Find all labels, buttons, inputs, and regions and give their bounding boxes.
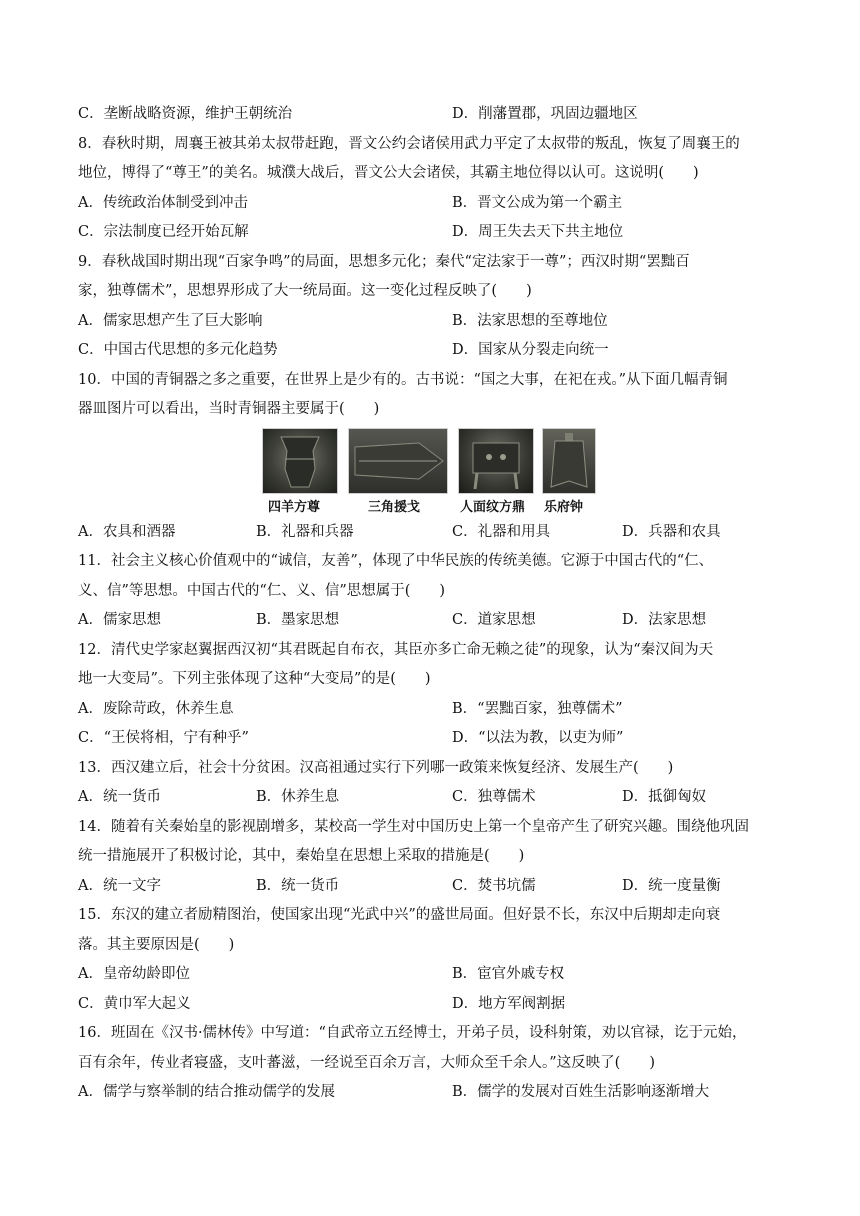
q15-option-c: C．黄巾军大起义 (78, 996, 191, 1012)
q9-option-b: B．法家思想的至尊地位 (452, 313, 608, 329)
question-16-text: 16．班固在《汉书·儒林传》中写道：“自武帝立五经博士，开弟子员，设科射策，劝以官禄，讫于元始， (78, 1025, 747, 1041)
q11-option-d: D．法家思想 (622, 612, 707, 628)
q16-option-a: A．儒学与察举制的结合推动儒学的发展 (78, 1084, 335, 1100)
question-14-text: 14．随着有关秦始皇的影视剧增多，某校高一学生对中国历史上第一个皇帝产生了研究兴趣。围绕他巩固 (78, 819, 749, 835)
question-9-text: 9．春秋战国时期出现“百家争鸣”的局面，思想多元化；秦代“定法家于一尊”；西汉时期“罢黜百 (78, 254, 690, 270)
q11-option-c: C．道家思想 (452, 612, 536, 628)
q10-option-c: C．礼器和用具 (452, 524, 551, 540)
q10-option-d: D．兵器和农具 (622, 524, 721, 540)
bronze-images (262, 428, 594, 516)
q15-option-a: A．皇帝幼龄即位 (78, 966, 190, 982)
question-10-text: 10．中国的青铜器之多之重要，在世界上是少有的。古书说：“国之大事，在祀在戎。”从下面几幅青铜 (78, 372, 728, 388)
q9-option-a: A．儒家思想产生了巨大影响 (78, 313, 263, 329)
q9-option-d: D．国家从分裂走向统一 (452, 342, 609, 358)
question-15-text-cont: 落。其主要原因是( ) (78, 937, 235, 953)
q14-option-d: D．统一度量衡 (622, 878, 721, 894)
yuefu-bell-label: 乐府钟 (544, 500, 584, 515)
q10-option-b: B．礼器和兵器 (256, 524, 354, 540)
q14-option-a: A．统一文字 (78, 878, 161, 894)
q12-option-d: D．“以法为教，以吏为师” (452, 730, 624, 746)
four-ram-zun-label: 四羊方尊 (268, 500, 321, 515)
q10-option-a: A．农具和酒器 (78, 524, 176, 540)
question-10-text-cont: 器皿图片可以看出，当时青铜器主要属于( ) (78, 401, 380, 417)
question-8-text: 8．春秋时期，周襄王被其弟太叔带赶跑，晋文公约会诸侯用武力平定了太叔带的叛乱，恢复了周襄王的 (78, 136, 740, 152)
triangle-dagger-axe-label: 三角援戈 (368, 500, 421, 515)
question-14-text-cont: 统一措施展开了积极讨论，其中，秦始皇在思想上采取的措施是( ) (78, 848, 525, 864)
q13-option-c: C．独尊儒术 (452, 789, 536, 805)
question-15-text: 15．东汉的建立者励精图治，使国家出现“光武中兴”的盛世局面。但好景不长，东汉中后期却走向衰 (78, 907, 721, 923)
q8-option-c: C．宗法制度已经开始瓦解 (78, 224, 249, 240)
question-8-text-cont: 地位，博得了“尊王”的美名。城濮大战后，晋文公大会诸侯，其霸主地位得以认可。这说明( ) (78, 165, 699, 181)
option-d: D．削藩置郡，巩固边疆地区 (452, 106, 638, 122)
question-12-text-cont: 地一大变局”。下列主张体现了这种“大变局”的是( ) (78, 671, 431, 687)
four-ram-zun-image (262, 428, 338, 494)
question-13-text: 13．西汉建立后，社会十分贫困。汉高祖通过实行下列哪一政策来恢复经济、发展生产( ) (78, 760, 674, 776)
human-face-ding-image (458, 428, 534, 494)
q13-option-a: A．统一货币 (78, 789, 161, 805)
q8-option-b: B．晋文公成为第一个霸主 (452, 195, 623, 211)
yuefu-bell-image (542, 428, 596, 494)
q13-option-b: B．休养生息 (256, 789, 340, 805)
question-16-text-cont: 百有余年，传业者寝盛，支叶蕃滋，一经说至百余万言，大师众至千余人。”这反映了( ) (78, 1055, 655, 1071)
q12-option-c: C．“王侯将相，宁有种乎” (78, 730, 249, 746)
question-11-text: 11．社会主义核心价值观中的“诚信，友善”，体现了中华民族的传统美德。它源于中国古代的“仁、 (78, 553, 714, 569)
q13-option-d: D．抵御匈奴 (622, 789, 707, 805)
q14-option-c: C．焚书坑儒 (452, 878, 536, 894)
q14-option-b: B．统一货币 (256, 878, 340, 894)
q8-option-a: A．传统政治体制受到冲击 (78, 195, 248, 211)
triangle-dagger-axe-image (348, 428, 448, 494)
option-c: C．垄断战略资源，维护王朝统治 (78, 106, 293, 122)
q11-option-a: A．儒家思想 (78, 612, 161, 628)
question-12-text: 12．清代史学家赵翼据西汉初“其君既起自布衣，其臣亦多亡命无赖之徒”的现象，认为“秦汉间为天 (78, 642, 714, 658)
q12-option-a: A．废除苛政，休养生息 (78, 701, 234, 717)
q16-option-b: B．儒学的发展对百姓生活影响逐渐增大 (452, 1084, 710, 1100)
human-face-ding-label: 人面纹方鼎 (460, 500, 526, 515)
question-11-text-cont: 义、信”等思想。中国古代的“仁、义、信”思想属于( ) (78, 583, 446, 599)
question-9-text-cont: 家，独尊儒术”，思想界形成了大一统局面。这一变化过程反映了( ) (78, 283, 532, 299)
q9-option-c: C．中国古代思想的多元化趋势 (78, 342, 278, 358)
q12-option-b: B．“罢黜百家，独尊儒术” (452, 701, 623, 717)
q15-option-d: D．地方军阀割据 (452, 996, 566, 1012)
q11-option-b: B．墨家思想 (256, 612, 340, 628)
q15-option-b: B．宦官外戚专权 (452, 966, 565, 982)
q8-option-d: D．周王失去天下共主地位 (452, 224, 624, 240)
